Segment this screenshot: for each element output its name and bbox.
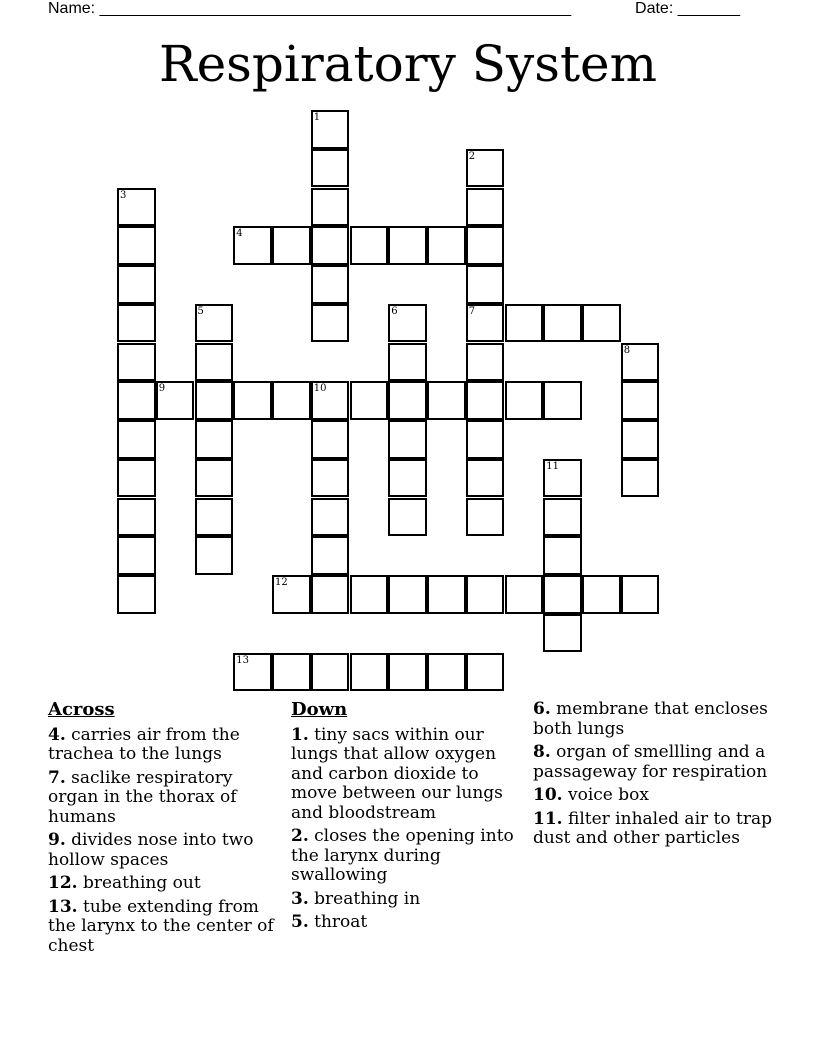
cell-number: 13 [236, 654, 249, 666]
clue-text: throat [308, 912, 368, 932]
crossword-cell[interactable] [117, 459, 156, 498]
crossword-cell[interactable] [311, 110, 350, 149]
crossword-cell[interactable] [466, 343, 505, 382]
cell-number: 3 [120, 189, 127, 201]
crossword-cell[interactable] [543, 381, 582, 420]
crossword-cell[interactable] [311, 575, 350, 614]
clue-across-12 [48, 874, 280, 894]
page-title: Respiratory System [158, 35, 658, 93]
crossword-cell[interactable] [311, 265, 350, 304]
crossword-cell[interactable] [156, 381, 195, 420]
clue-text: divides nose into two hollow spaces [48, 830, 254, 870]
crossword-cell[interactable] [311, 188, 350, 227]
crossword-cell[interactable] [621, 343, 660, 382]
crossword-cell[interactable] [117, 498, 156, 537]
crossword-cell[interactable] [311, 420, 350, 459]
crossword-cell[interactable] [272, 653, 311, 692]
cell-number: 7 [468, 305, 476, 317]
clue-text: breathing in [308, 888, 421, 909]
crossword-cell[interactable] [543, 536, 582, 575]
crossword-cell[interactable] [117, 188, 156, 227]
crossword-cell[interactable] [621, 420, 660, 459]
crossword-cell[interactable] [195, 343, 234, 382]
clue-text: carries air from the trachea to the lungs [48, 724, 240, 764]
crossword-cell[interactable] [311, 226, 350, 265]
clue-across-9 [48, 831, 280, 870]
crossword-cell[interactable] [272, 381, 311, 420]
clue-down-6 [533, 700, 773, 739]
crossword-cell[interactable] [621, 459, 660, 498]
crossword-cell[interactable] [388, 343, 427, 382]
down-clues [291, 700, 523, 937]
crossword-cell[interactable] [466, 459, 505, 498]
crossword-cell[interactable] [466, 304, 505, 343]
cell-number: 2 [468, 150, 476, 162]
clue-number: 3. [291, 888, 309, 909]
clue-number: 11. [533, 808, 563, 829]
clue-text: closes the opening into the larynx during swallowing [291, 826, 514, 885]
cell-number: 11 [546, 460, 559, 472]
clue-number: 1. [291, 724, 309, 745]
clue-number: 13. [48, 896, 78, 917]
clue-number: 12. [48, 873, 78, 893]
crossword-cell[interactable] [388, 226, 427, 265]
crossword-cell[interactable] [388, 420, 427, 459]
crossword-cell[interactable] [350, 653, 389, 692]
crossword-cell[interactable] [427, 575, 466, 614]
crossword-cell[interactable] [195, 381, 234, 420]
down-heading: Down [291, 699, 348, 720]
crossword-cell[interactable] [543, 304, 582, 343]
crossword-cell[interactable] [117, 304, 156, 343]
cell-number: 5 [197, 305, 204, 317]
crossword-cell[interactable] [311, 459, 350, 498]
crossword-cell[interactable] [117, 536, 156, 575]
clue-number: 10. [533, 785, 563, 805]
crossword-cell[interactable] [311, 304, 350, 343]
crossword-cell[interactable] [505, 304, 544, 343]
crossword-cell[interactable] [388, 575, 427, 614]
clue-text: organ of smellling and a passageway for respiration [533, 742, 768, 782]
crossword-cell[interactable] [117, 575, 156, 614]
crossword-cell[interactable] [505, 381, 544, 420]
clue-down-3 [291, 890, 523, 910]
crossword-cell[interactable] [350, 226, 389, 265]
clue-down-1 [291, 726, 523, 824]
crossword-cell[interactable] [466, 381, 505, 420]
crossword-cell[interactable] [195, 420, 234, 459]
crossword-cell[interactable] [117, 343, 156, 382]
crossword-cell[interactable] [117, 381, 156, 420]
clue-text: filter inhaled air to trap dust and other particles [533, 808, 772, 848]
crossword-cell[interactable] [466, 265, 505, 304]
cell-number: 4 [236, 228, 243, 240]
cell-number: 12 [275, 577, 288, 588]
crossword-cell[interactable] [233, 381, 272, 420]
crossword-cell[interactable] [388, 381, 427, 420]
cell-number: 6 [391, 305, 398, 317]
clue-number: 6. [533, 699, 551, 719]
clue-across-13 [48, 898, 280, 957]
clue-number: 5. [291, 912, 309, 932]
across-heading: Across [48, 699, 115, 720]
clue-text: saclike respiratory organ in the thorax of humans [48, 767, 237, 827]
crossword-cell[interactable] [117, 265, 156, 304]
crossword-cell[interactable] [195, 498, 234, 537]
down-clues-continued [533, 700, 773, 853]
crossword-cell[interactable] [350, 575, 389, 614]
crossword-cell[interactable] [582, 304, 621, 343]
cell-number: 10 [313, 383, 327, 395]
crossword-cell[interactable] [311, 653, 350, 692]
crossword-cell[interactable] [543, 498, 582, 537]
name-field-label: Name: _____________________________________________________ [48, 0, 572, 17]
crossword-cell[interactable] [388, 304, 427, 343]
crossword-cell[interactable] [466, 420, 505, 459]
clue-across-7 [48, 769, 280, 828]
clue-down-10 [533, 786, 773, 806]
clue-text: voice box [562, 785, 649, 805]
crossword-cell[interactable] [311, 498, 350, 537]
crossword-cell[interactable] [311, 536, 350, 575]
clue-across-4 [48, 726, 280, 765]
clue-down-5 [291, 913, 523, 933]
crossword-cell[interactable] [543, 459, 582, 498]
crossword-cell[interactable] [311, 381, 350, 420]
clue-number: 9. [48, 830, 66, 850]
crossword-cell[interactable] [621, 381, 660, 420]
crossword-cell[interactable] [195, 304, 234, 343]
clue-text: membrane that encloses both lungs [533, 699, 768, 739]
clue-down-8 [533, 743, 773, 782]
crossword-cell[interactable] [505, 575, 544, 614]
crossword-cell[interactable] [233, 653, 272, 692]
crossword-cell[interactable] [466, 575, 505, 614]
crossword-cell[interactable] [427, 381, 466, 420]
crossword-cell[interactable] [117, 420, 156, 459]
crossword-cell[interactable] [466, 149, 505, 188]
across-clues [48, 700, 280, 960]
crossword-cell[interactable] [388, 459, 427, 498]
crossword-cell[interactable] [388, 498, 427, 537]
clue-text: tiny sacs within our lungs that allow oxygen and carbon dioxide to move between our lungs and bloodstream [291, 724, 503, 823]
crossword-cell[interactable] [621, 575, 660, 614]
crossword-cell[interactable] [272, 575, 311, 614]
clue-down-11 [533, 810, 773, 849]
crossword-cell[interactable] [466, 653, 505, 692]
crossword-cell[interactable] [311, 149, 350, 188]
clue-down-2 [291, 827, 523, 886]
crossword-cell[interactable] [195, 459, 234, 498]
clue-number: 2. [291, 826, 309, 846]
crossword-cell[interactable] [427, 226, 466, 265]
cell-number: 1 [313, 112, 321, 123]
crossword-cell[interactable] [466, 188, 505, 227]
clue-number: 8. [533, 742, 551, 762]
crossword-cell[interactable] [466, 498, 505, 537]
crossword-cell[interactable] [350, 381, 389, 420]
crossword-cell[interactable] [233, 226, 272, 265]
crossword-cell[interactable] [466, 226, 505, 265]
crossword-cell[interactable] [427, 653, 466, 692]
cell-number: 8 [623, 344, 631, 356]
clue-text: breathing out [77, 873, 201, 893]
crossword-cell[interactable] [388, 653, 427, 692]
crossword-cell[interactable] [543, 614, 582, 653]
crossword-cell[interactable] [272, 226, 311, 265]
clue-text: tube extending from the larynx to the center of chest [48, 896, 274, 956]
date-field-label: Date: _______ [635, 0, 740, 17]
crossword-cell[interactable] [117, 226, 156, 265]
crossword-cell[interactable] [195, 536, 234, 575]
clue-number: 7. [48, 767, 66, 788]
clue-number: 4. [48, 724, 66, 745]
crossword-cell[interactable] [582, 575, 621, 614]
crossword-cell[interactable] [543, 575, 582, 614]
cell-number: 9 [158, 383, 166, 395]
